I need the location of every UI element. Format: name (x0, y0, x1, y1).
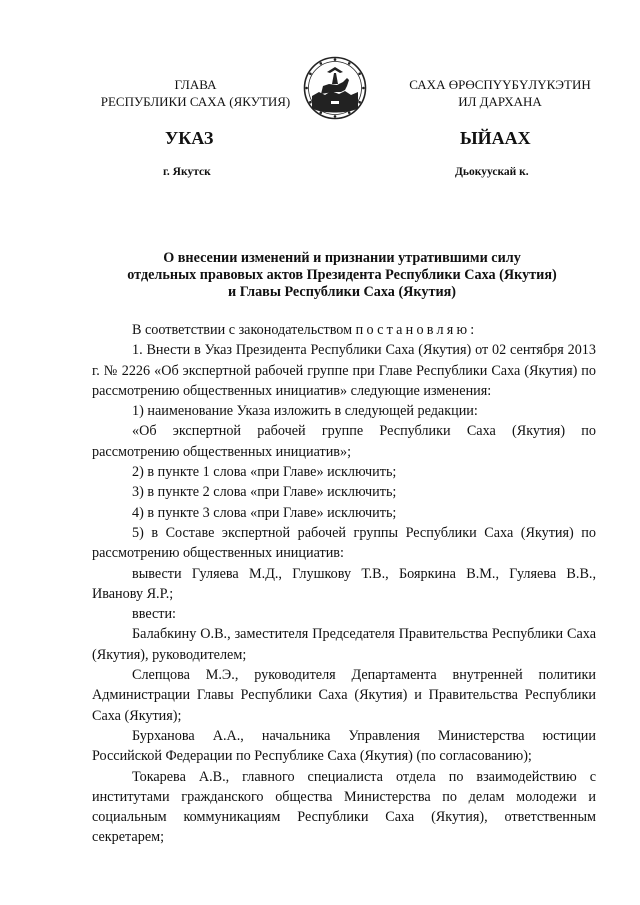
paragraph-1-3: 3) в пункте 2 слова «при Главе» исключить; (132, 484, 397, 501)
intro-text: В соответствии с законодательством (132, 322, 353, 338)
paragraph-1-1: 1) наименование Указа изложить в следующей редакции: (132, 403, 478, 420)
header-left-line-2: РЕСПУБЛИКИ САХА (ЯКУТИЯ) (100, 94, 291, 109)
paragraph-new-title: «Об экспертной рабочей группе Республики Саха (Якутия) по рассмотрению общественных инициатив»; (92, 423, 596, 460)
intro-paragraph (92, 320, 596, 340)
header-left-title (88, 76, 303, 110)
paragraph-add: ввести: (132, 606, 176, 623)
document-body (92, 320, 596, 848)
header-right-line-1: САХА ӨРӨСПҮҮБҮЛҮКЭТИН (409, 77, 591, 92)
coat-of-arms-emblem (303, 56, 367, 120)
doc-type-ru: УКАЗ (165, 128, 214, 148)
paragraph-member-sleptsov: Слепцова М.Э., руководителя Департамента внутренней политики Администрации Главы Республики Саха (Якутия) и Правительства Республики Саха (Якутия); (92, 667, 596, 724)
paragraph-1-5: 5) в Составе экспертной рабочей группы Республики Саха (Якутия) по рассмотрению общественных инициатив: (92, 524, 596, 562)
city-ru: г. Якутск (163, 166, 211, 178)
header-right-line-2: ИЛ ДАРХАНА (458, 94, 542, 109)
city-sakha: Дьокуускай к. (455, 166, 529, 178)
paragraph-1-4: 4) в пункте 3 слова «при Главе» исключить; (132, 504, 397, 521)
doc-type-sakha: ЫЙААХ (460, 128, 531, 148)
header-left-line-1: ГЛАВА (174, 77, 217, 92)
paragraph-member-balabkina: Балабкину О.В., заместителя Председателя Правительства Республики Саха (Якутия), руководителем; (92, 626, 596, 663)
title-line-3: и Главы Республики Саха (Якутия) (227, 284, 457, 300)
paragraph-1-2: 2) в пункте 1 слова «при Главе» исключить; (132, 464, 397, 481)
paragraph-1: 1. Внести в Указ Президента Республики Саха (Якутия) от 02 сентября 2013 г. № 2226 «Об экспертной рабочей группе при Главе Республики Саха (Якутия) по рассмотрению общественных инициатив» следующие изменения: (92, 342, 596, 399)
intro-decree-word: постановляю: (355, 322, 478, 338)
paragraph-remove: вывести Гуляева М.Д., Глушкову Т.В., Бояркина В.М., Гуляева В.В., Иванову Я.Р.; (92, 565, 596, 602)
title-line-2: отдельных правовых актов Президента Республики Саха (Якутия) (127, 267, 557, 283)
title-line-1: О внесении изменений и признании утратившими силу (163, 250, 521, 266)
header-right-title (394, 76, 606, 110)
paragraph-member-tokarev: Токарева А.В., главного специалиста отдела по взаимодействию с институтами гражданского общества Министерства по делам молодежи и социальным коммуникациям Республики Саха (Якутия), ответственным секретарем; (92, 768, 596, 846)
paragraph-member-burkhanov: Бурханова А.А., начальника Управления Министерства юстиции Российской Федерации по Республике Саха (Якутия) (по согласованию); (92, 727, 596, 765)
document-title (92, 250, 592, 301)
